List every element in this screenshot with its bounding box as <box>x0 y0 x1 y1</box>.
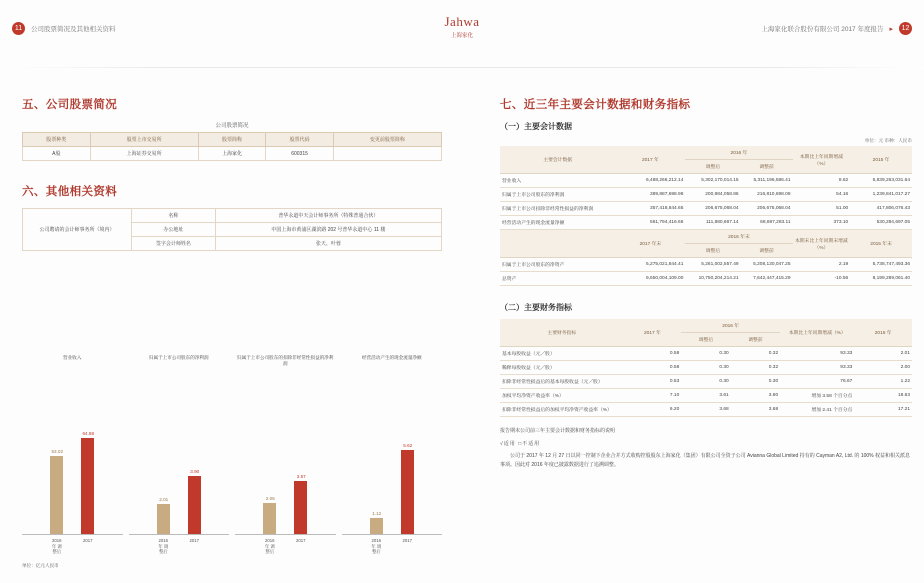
cell-2016-adj: 206,675,068.04 <box>685 202 740 216</box>
header-divider <box>0 67 924 68</box>
cell-2015: 530,284,697.05 <box>850 216 912 230</box>
chart-title: 归属于上市公司股东的净利润 <box>148 355 209 360</box>
cell-2016-adj: 3.61 <box>681 389 730 403</box>
col-2015-end: 2015 年末 <box>850 230 912 258</box>
table-row <box>500 361 912 375</box>
cell-change: 93.33 <box>780 361 854 375</box>
cell-stock-name: 上海家化 <box>198 147 266 161</box>
cell-2016-adj: 3.68 <box>681 403 730 417</box>
x-tick-label: 2017 <box>402 538 413 544</box>
section-7-1-title: （一）主要会计数据 <box>500 122 572 131</box>
table-row <box>500 272 912 286</box>
stock-overview-table <box>22 132 442 161</box>
col-2017: 2017 年 <box>624 319 682 347</box>
cell-2015: 1.22 <box>854 375 912 389</box>
cell-2016-adj: 111,880,667.14 <box>685 216 740 230</box>
cell-2016-adj: 5,261,002,557.49 <box>685 258 740 272</box>
cell-field-name: 办公地址 <box>131 223 215 237</box>
right-column <box>500 96 912 473</box>
cell-2016-adj: 5,302,170,014.15 <box>685 174 740 188</box>
cell-2015: 5,839,263,031.64 <box>850 174 912 188</box>
notes-body: 公司于 2017 年 12 月 27 日以同一控制下企业合并方式收购控股股东上海家化（集团）有限公司全资子公司 Avianna Global Limited 持有的 Cayman A2, Ltd. 的 100% 权益和相关派息事项。因此对 2016 年度已披露数据进行了追溯调整。 <box>500 453 911 468</box>
unit-note: 单位：元 币种：人民币 <box>864 138 912 143</box>
cell-change: 373.10 <box>793 216 851 230</box>
table-row <box>500 216 912 230</box>
cell-2017: 0.58 <box>624 347 682 361</box>
table-row <box>500 403 912 417</box>
cell-prev-name <box>333 147 441 161</box>
bar-value-label: 64.88 <box>82 431 94 437</box>
chart-title: 归属于上市公司股东的扣除非经常性损益的净利润 <box>237 355 334 367</box>
cell-change: 8.62 <box>793 174 851 188</box>
cell-2016-adj: 200,984,058.86 <box>685 188 740 202</box>
bar-value-label: 2.01 <box>159 497 169 503</box>
cell-change: 51.00 <box>793 202 851 216</box>
chevron-right-icon: ▸ <box>889 25 893 33</box>
notes-title: 报告期末公司前三年主要会计数据和财务指标的说明 <box>500 428 616 434</box>
cell-2017: 7.10 <box>624 389 682 403</box>
cell-change: 76.67 <box>780 375 854 389</box>
cell-2015: 18.63 <box>854 389 912 403</box>
bar-2016 <box>50 456 63 534</box>
x-tick-label: 2016年 调整后 <box>51 538 62 555</box>
chart-net-profit <box>129 355 230 555</box>
cell-field-value: 普华永道中天会计师事务所（特殊普通合伙） <box>215 209 441 223</box>
cell-auditor-row-label: 公司聘请的会计师事务所（境内） <box>23 209 132 251</box>
bar-2016 <box>370 518 383 534</box>
cell-2017: 6,488,266,212.14 <box>615 174 685 188</box>
bar-column <box>50 381 63 534</box>
bar-2017 <box>294 481 307 534</box>
cell-indicator: 加权平均净资产收益率（%） <box>500 389 624 403</box>
chart-x-axis <box>342 538 443 555</box>
col-2016-adjusted: 调整后 <box>685 160 740 174</box>
bar-column <box>294 381 307 534</box>
notes-block <box>500 427 912 469</box>
cell-2017: 0.58 <box>624 361 682 375</box>
chart-net-profit-deducted <box>235 355 336 555</box>
col-exchange: 股票上市交易所 <box>90 133 198 147</box>
bar-2017 <box>188 476 201 534</box>
cell-2016-adj: 0.30 <box>681 375 730 389</box>
cell-2016-adj: 0.30 <box>681 347 730 361</box>
table-header-row <box>500 146 912 160</box>
cell-2016-pre: 5,311,196,586.41 <box>741 174 793 188</box>
cell-2015: 1,239,841,017.27 <box>850 188 912 202</box>
table-row <box>500 389 912 403</box>
chart-title: 营业收入 <box>63 355 82 360</box>
financial-indicator-table <box>500 319 912 417</box>
bar-column <box>370 381 383 534</box>
cell-change: 增加 2.41 个百分点 <box>780 403 854 417</box>
bar-value-label: 53.02 <box>51 449 63 455</box>
page-number-badge-left: 11 <box>12 22 25 35</box>
cell-2015: 2.01 <box>854 347 912 361</box>
cell-indicator: 基本每股收益（元／股） <box>500 347 624 361</box>
left-column <box>22 96 442 273</box>
cell-2016-pre: 0.32 <box>731 361 780 375</box>
bar-2016 <box>157 504 170 534</box>
table-header-row <box>500 319 912 333</box>
auditor-info-table <box>22 208 442 251</box>
x-tick-label: 2016年 调整后 <box>371 538 382 555</box>
cell-metric: 归属于上市公司扣除非经常性损益的净利润 <box>500 202 615 216</box>
col-change-2: 本期末比上年同期末增减（%） <box>793 230 851 258</box>
bar-column <box>81 381 94 534</box>
stock-table-caption: 公司股票简况 <box>215 123 249 129</box>
bar-group <box>50 381 94 534</box>
chart-x-axis <box>235 538 336 555</box>
page-header <box>0 0 924 68</box>
cell-indicator: 扣除非经常性损益后的加权平均净资产收益率（%） <box>500 403 624 417</box>
cell-2016-pre: 68,697,283.11 <box>741 216 793 230</box>
table-row <box>23 147 442 161</box>
x-tick-label: 2016年 调整后 <box>264 538 275 555</box>
col-2015: 2015 年 <box>850 146 912 174</box>
col-2015: 2015 年 <box>854 319 912 347</box>
chart-unit-note: 单位：亿元人民币 <box>22 563 59 568</box>
chart-operating-cashflow <box>342 355 443 555</box>
col-2016: 2016 年 <box>685 146 792 160</box>
col-2016-before: 调整前 <box>731 333 780 347</box>
cell-2016-pre: 216,810,698.08 <box>741 188 793 202</box>
cell-stock-code: 600315 <box>266 147 334 161</box>
col-change: 本期比上年同期增减（%） <box>793 146 851 174</box>
section-7-2-title: （二）主要财务指标 <box>500 303 572 312</box>
x-tick-label: 2017 <box>295 538 306 544</box>
cell-2015: 417,806,076.43 <box>850 202 912 216</box>
bar-2017 <box>401 450 414 534</box>
header-left-text: 公司股票简况及其他相关资料 <box>31 26 116 33</box>
bar-column <box>401 381 414 534</box>
logo-subtitle: 上海家化 <box>450 33 473 39</box>
cell-2015: 2.00 <box>854 361 912 375</box>
cell-2016-pre: 0.30 <box>731 375 780 389</box>
header-right-text: 上海家化联合股份有限公司 2017 年度报告 <box>761 26 884 33</box>
cell-2017: 389,887,698.98 <box>615 188 685 202</box>
table-row <box>500 258 912 272</box>
charts-row <box>22 355 442 568</box>
x-tick-label: 2017 <box>82 538 93 544</box>
cell-field-value: 张天、叶蓉 <box>215 237 441 251</box>
cell-2016-pre: 5,208,130,047.25 <box>741 258 793 272</box>
cell-field-name: 签字会计师姓名 <box>131 237 215 251</box>
table-header-row <box>23 133 442 147</box>
section-6-title: 六、其他相关资料 <box>22 186 118 198</box>
section-7-title: 七、近三年主要会计数据和财务指标 <box>500 99 691 111</box>
bar-value-label: 5.62 <box>403 443 413 449</box>
company-logo <box>445 14 480 39</box>
cell-2016-pre: 206,675,068.04 <box>741 202 793 216</box>
cell-2017: 9,650,004,109.00 <box>615 272 685 286</box>
col-2016-before: 调整前 <box>741 160 793 174</box>
bar-column <box>188 381 201 534</box>
cell-stock-type: A股 <box>23 147 91 161</box>
cell-2015: 5,738,747,493.36 <box>850 258 912 272</box>
table-row <box>500 188 912 202</box>
bar-2016 <box>263 503 276 534</box>
bar-group <box>370 381 414 534</box>
cell-2016-pre: 7,642,447,415.29 <box>741 272 793 286</box>
table-row <box>500 375 912 389</box>
bar-value-label: 2.08 <box>265 496 275 502</box>
chart-plot-area <box>342 381 443 535</box>
cell-metric: 总资产 <box>500 272 615 286</box>
chart-revenue <box>22 355 123 568</box>
bar-group <box>263 381 307 534</box>
cell-metric: 经营活动产生的现金流量净额 <box>500 216 615 230</box>
col-2016: 2016 年 <box>681 319 780 333</box>
notes-checkbox: √适用 □不适用 <box>500 440 541 447</box>
x-tick-label: 2016年 调整后 <box>158 538 169 555</box>
table-row <box>500 347 912 361</box>
col-metric: 主要会计数据 <box>500 146 615 174</box>
col-change: 本期比上年同期增减（%） <box>780 319 854 347</box>
col-2016-adjusted: 调整后 <box>681 333 730 347</box>
cell-metric: 归属于上市公司股东的净资产 <box>500 258 615 272</box>
bar-2017 <box>81 438 94 534</box>
page-number-badge-right: 12 <box>899 22 912 35</box>
bar-value-label: 3.57 <box>296 474 306 480</box>
cell-change: 54.16 <box>793 188 851 202</box>
chart-x-axis <box>22 538 123 555</box>
cell-exchange: 上海证券交易所 <box>90 147 198 161</box>
cell-2015: 8,199,289,061.40 <box>850 272 912 286</box>
stock-overview-table-wrap <box>22 121 442 161</box>
section-5-title: 五、公司股票简况 <box>22 99 118 111</box>
cell-2016-adj: 0.30 <box>681 361 730 375</box>
cell-2017: 561,794,416.66 <box>615 216 685 230</box>
cell-2017: 5,275,021,844.41 <box>615 258 685 272</box>
table-row <box>500 174 912 188</box>
col-indicator: 主要财务指标 <box>500 319 624 347</box>
cell-2016-pre: 0.32 <box>731 347 780 361</box>
cell-metric: 营业收入 <box>500 174 615 188</box>
cell-change: 增加 3.58 个百分点 <box>780 389 854 403</box>
col-2017: 2017 年 <box>615 146 685 174</box>
bar-column <box>263 381 276 534</box>
bar-value-label: 1.12 <box>372 511 382 517</box>
col-stock-code: 股票代码 <box>266 133 334 147</box>
cell-field-name: 名称 <box>131 209 215 223</box>
chart-title: 经营活动产生的现金流量净额 <box>361 355 422 360</box>
table-row <box>500 202 912 216</box>
cell-2016-pre: 3.80 <box>731 389 780 403</box>
col-2017-end: 2017 年末 <box>615 230 685 258</box>
cell-2015: 17.21 <box>854 403 912 417</box>
cell-2017: 0.53 <box>624 375 682 389</box>
cell-indicator: 扣除非经常性损益后的基本每股收益（元／股） <box>500 375 624 389</box>
logo-wordmark: Jahwa <box>444 14 480 29</box>
cell-indicator: 稀释每股收益（元／股） <box>500 361 624 375</box>
header-left <box>12 22 116 35</box>
chart-plot-area <box>129 381 230 535</box>
x-tick-label: 2017 <box>189 538 200 544</box>
col-prev-name: 变更前股票简称 <box>333 133 441 147</box>
bar-group <box>157 381 201 534</box>
accounting-data-table <box>500 146 912 286</box>
cell-change: -10.56 <box>793 272 851 286</box>
cell-change: 93.33 <box>780 347 854 361</box>
col-2016-end-before: 调整前 <box>741 244 793 258</box>
auditor-table-wrap <box>22 208 442 251</box>
cell-change: 2.19 <box>793 258 851 272</box>
cell-field-value: 中国上海市黄浦区湖滨路 202 号普华永道中心 11 楼 <box>215 223 441 237</box>
col-metric-2 <box>500 230 615 258</box>
col-2016-end: 2016 年末 <box>685 230 792 244</box>
cell-2016-adj: 10,750,204,214.21 <box>685 272 740 286</box>
header-right <box>761 22 912 35</box>
bar-column <box>157 381 170 534</box>
chart-plot-area <box>22 381 123 535</box>
chart-plot-area <box>235 381 336 535</box>
table-header-row-2 <box>500 230 912 244</box>
table-row <box>23 209 442 223</box>
cell-2016-pre: 3.68 <box>731 403 780 417</box>
cell-metric: 归属于上市公司股东的净利润 <box>500 188 615 202</box>
cell-2017: 357,418,844.65 <box>615 202 685 216</box>
cell-2017: 6.20 <box>624 403 682 417</box>
col-stock-name: 股票简称 <box>198 133 266 147</box>
col-stock-type: 股票种类 <box>23 133 91 147</box>
bar-value-label: 3.90 <box>190 469 200 475</box>
chart-x-axis <box>129 538 230 555</box>
col-2016-end-adjusted: 调整后 <box>685 244 740 258</box>
